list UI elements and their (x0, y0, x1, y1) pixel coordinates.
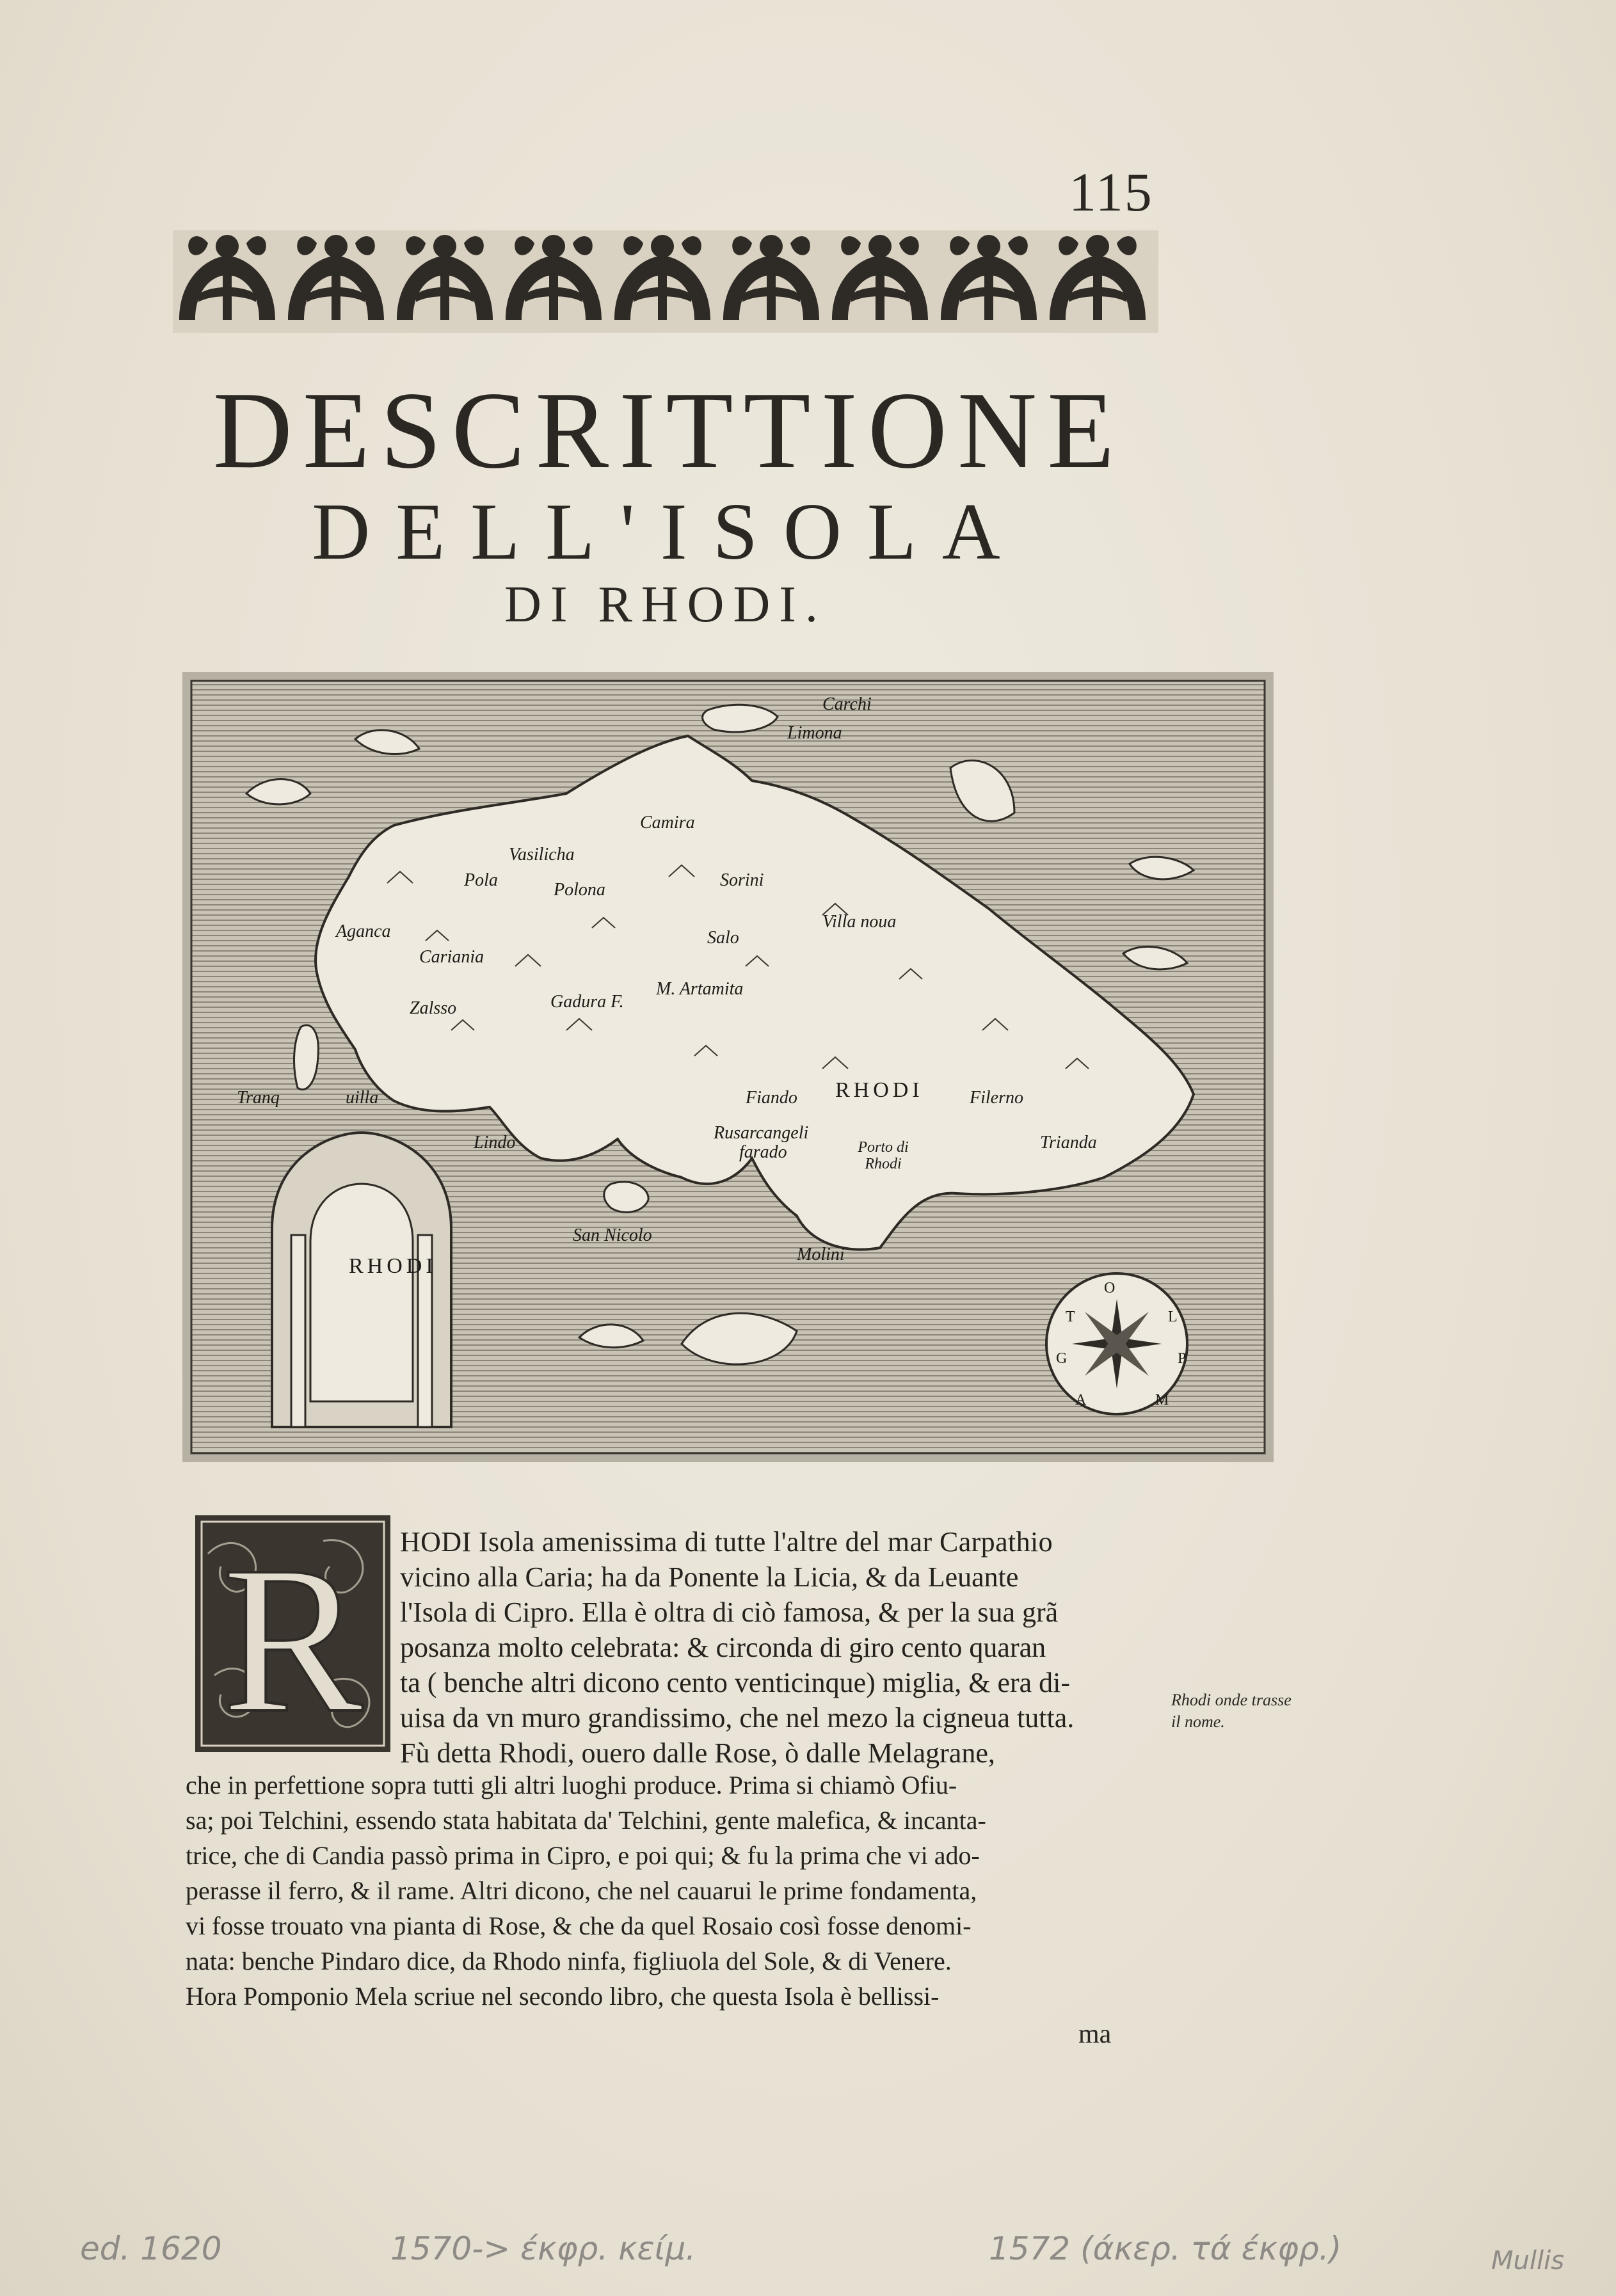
map-label-gadura: Gadura F. (550, 992, 624, 1012)
text-line: Hora Pomponio Mela scriue nel secondo libro, che questa Isola è bellissi- (186, 1982, 940, 2011)
compass-letter: A (1075, 1392, 1087, 1408)
compass-letter: P (1178, 1350, 1187, 1367)
compass-letter: M (1155, 1392, 1169, 1408)
title-line-3: DI RHODI. (504, 577, 827, 633)
map-label-porto: Porto di Rhodi (858, 1139, 909, 1172)
pencil-annotation: Mullis (1491, 2246, 1565, 2276)
islet-san-nicolo (604, 1182, 648, 1213)
map-label-artamita: M. Artamita (656, 979, 744, 999)
map-label-rusarcangeli: Rusarcangeli (714, 1123, 809, 1143)
map-label-villanoua: Villa noua (822, 912, 897, 932)
title-line-1: DESCRITTIONE (212, 370, 1125, 491)
map-of-rhodes (182, 672, 1274, 1462)
map-label-limona: Limona (787, 723, 842, 743)
map-label-fiando: Fiando (746, 1088, 797, 1108)
compass-letter: L (1168, 1309, 1178, 1325)
map-label-filerno: Filerno (970, 1088, 1023, 1108)
text-line: perasse il ferro, & il rame. Altri dicono, che nel cauarui le prime fondamenta, (186, 1876, 977, 1905)
text-line: uisa da vn muro grandissimo, che nel mezo la cigneua tutta. (400, 1702, 1075, 1734)
pencil-annotation: 1570-> έκφρ. κείμ. (390, 2230, 696, 2267)
decorated-initial-r (195, 1515, 390, 1752)
map-label-zalsso: Zalsso (410, 998, 457, 1018)
text-line: trice, che di Candia passò prima in Cipro, e poi qui; & fu la prima che vi ado- (186, 1841, 980, 1870)
map-label-salo: Salo (707, 928, 739, 948)
map-label-sorini: Sorini (720, 870, 764, 890)
map-label-lindo: Lindo (474, 1133, 516, 1152)
map-engraving (182, 672, 1274, 1462)
text-line: vicino alla Caria; ha da Ponente la Licia, & da Leuante (400, 1561, 1019, 1593)
compass-letter: G (1056, 1350, 1068, 1367)
map-label-molini: Molini (797, 1245, 845, 1264)
pencil-annotation: ed. 1620 (80, 2230, 222, 2267)
text-line: HODI Isola amenissima di tutte l'altre del mar Carpathio (400, 1526, 1053, 1558)
map-label-cariania: Cariania (419, 947, 484, 967)
pencil-annotation: 1572 (άκερ. τά έκφρ.) (989, 2230, 1342, 2267)
map-label-carchi: Carchi (822, 694, 872, 714)
text-line: che in perfettione sopra tutti gli altri luoghi produce. Prima si chiamò Ofiu- (186, 1771, 957, 1799)
text-line: sa; poi Telchini, essendo stata habitata da' Telchini, gente malefica, & incanta- (186, 1806, 986, 1835)
map-label-polona: Polona (554, 880, 605, 900)
text-line: l'Isola di Cipro. Ella è oltra di ciò famosa, & per la sua grã (400, 1597, 1059, 1628)
map-label-pola: Pola (464, 870, 498, 890)
map-label-vasilicha: Vasilicha (509, 845, 575, 865)
map-label-camira: Camira (640, 813, 695, 833)
text-line: vi fosse trouato vna pianta di Rose, & che da quel Rosaio così fosse denomi- (186, 1911, 972, 1940)
text-line: ta ( benche altri dicono cento venticinque) miglia, & era di- (400, 1667, 1071, 1698)
compass-letter: T (1066, 1309, 1075, 1325)
text-line: nata: benche Pindaro dice, da Rhodo ninfa, figliuola del Sole, & di Venere. (186, 1947, 952, 1975)
map-label-san-nicolo: San Nicolo (573, 1225, 652, 1245)
arch-cartouche (272, 1133, 451, 1427)
map-label-trianda: Trianda (1040, 1133, 1097, 1152)
catchword: ma (1078, 2020, 1112, 2049)
title-line-2: DELL'ISOLA (312, 488, 1026, 577)
page-number: 115 (1069, 161, 1153, 223)
map-label-tranq: Tranq (237, 1088, 280, 1108)
marginal-note: Rhodi onde trasse il nome. (1171, 1691, 1292, 1731)
text-line: posanza molto celebrata: & circonda di giro cento quaran (400, 1632, 1046, 1663)
compass-letter: O (1104, 1280, 1116, 1296)
map-label-uilla: uilla (346, 1088, 379, 1108)
headpiece-ornament (173, 230, 1158, 333)
arch-label-rhodi: RHODI (349, 1254, 437, 1278)
map-label-rhodi: RHODI (835, 1078, 924, 1102)
map-label-aganca: Aganca (336, 921, 391, 941)
text-line: Fù detta Rhodi, ouero dalle Rose, ò dalle Melagrane, (400, 1737, 995, 1769)
map-label-farado: farado (739, 1142, 787, 1162)
svg-text:R: R (221, 1523, 364, 1752)
